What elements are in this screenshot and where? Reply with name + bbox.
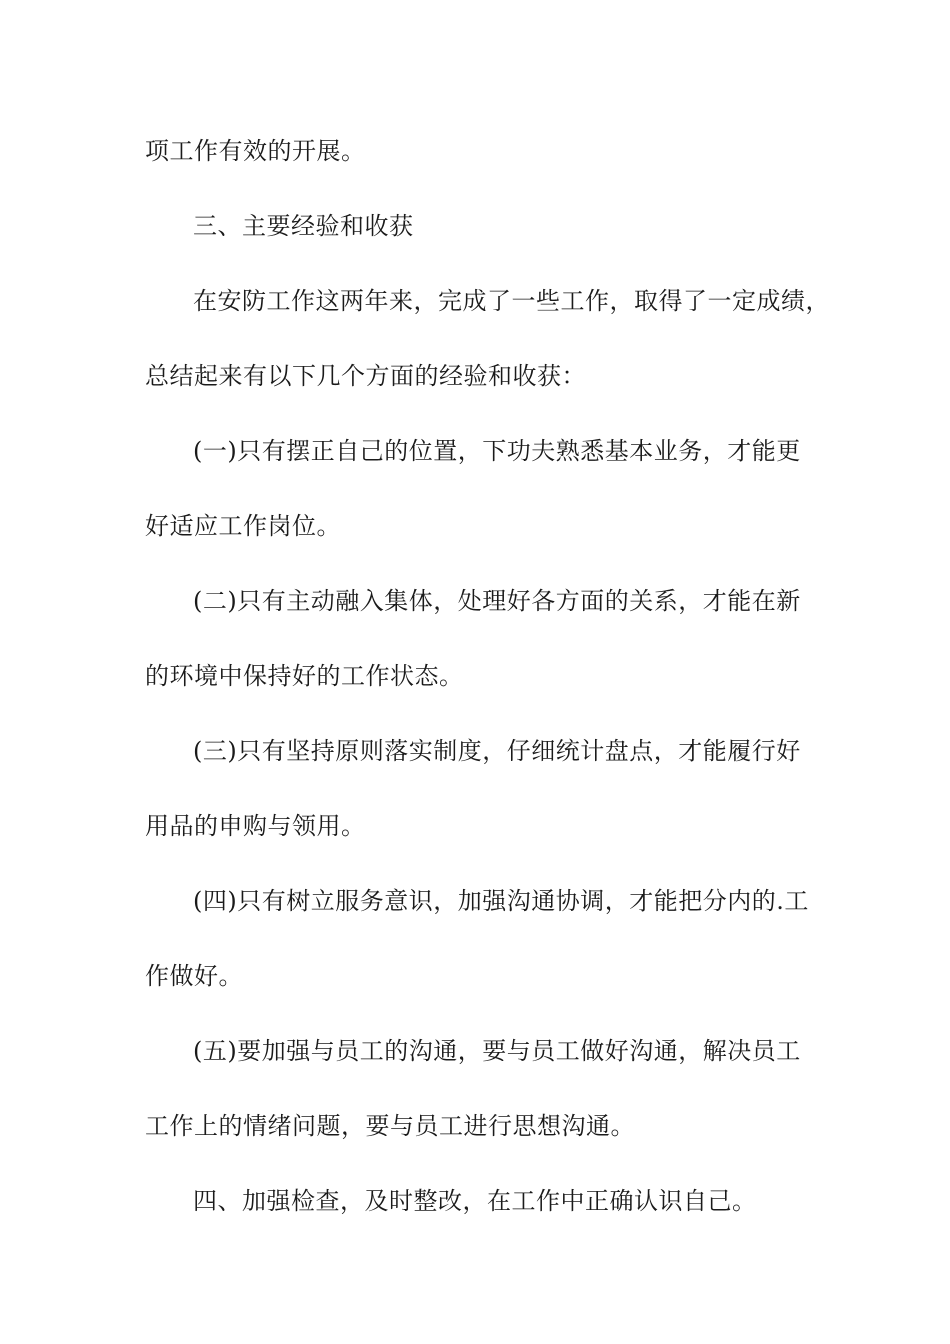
section-heading: 四、加强检查，及时整改，在工作中正确认识自己。	[193, 1187, 757, 1215]
text-line: 在安防工作这两年来，完成了一些工作，取得了一定成绩，	[193, 287, 830, 315]
section-heading: 三、主要经验和收获	[193, 212, 414, 240]
list-item-text: (五)要加强与员工的沟通，要与员工做好沟通，解决员工	[193, 1037, 801, 1065]
list-item-text: (四)只有树立服务意识，加强沟通协调，才能把分内的.工	[193, 887, 809, 915]
text-line: 的环境中保持好的工作状态。	[145, 662, 464, 690]
list-item-text: (二)只有主动融入集体，处理好各方面的关系，才能在新	[193, 587, 801, 615]
text-line: 项工作有效的开展。	[145, 137, 366, 165]
list-item-text: (三)只有坚持原则落实制度，仔细统计盘点，才能履行好	[193, 737, 801, 765]
text-line: 工作上的情绪问题，要与员工进行思想沟通。	[145, 1112, 635, 1140]
text-line: 总结起来有以下几个方面的经验和收获：	[145, 362, 586, 390]
list-item-text: (一)只有摆正自己的位置，下功夫熟悉基本业务，才能更	[193, 437, 801, 465]
text-line: 好适应工作岗位。	[145, 512, 341, 540]
text-line: 作做好。	[145, 962, 243, 990]
text-line: 用品的申购与领用。	[145, 812, 366, 840]
